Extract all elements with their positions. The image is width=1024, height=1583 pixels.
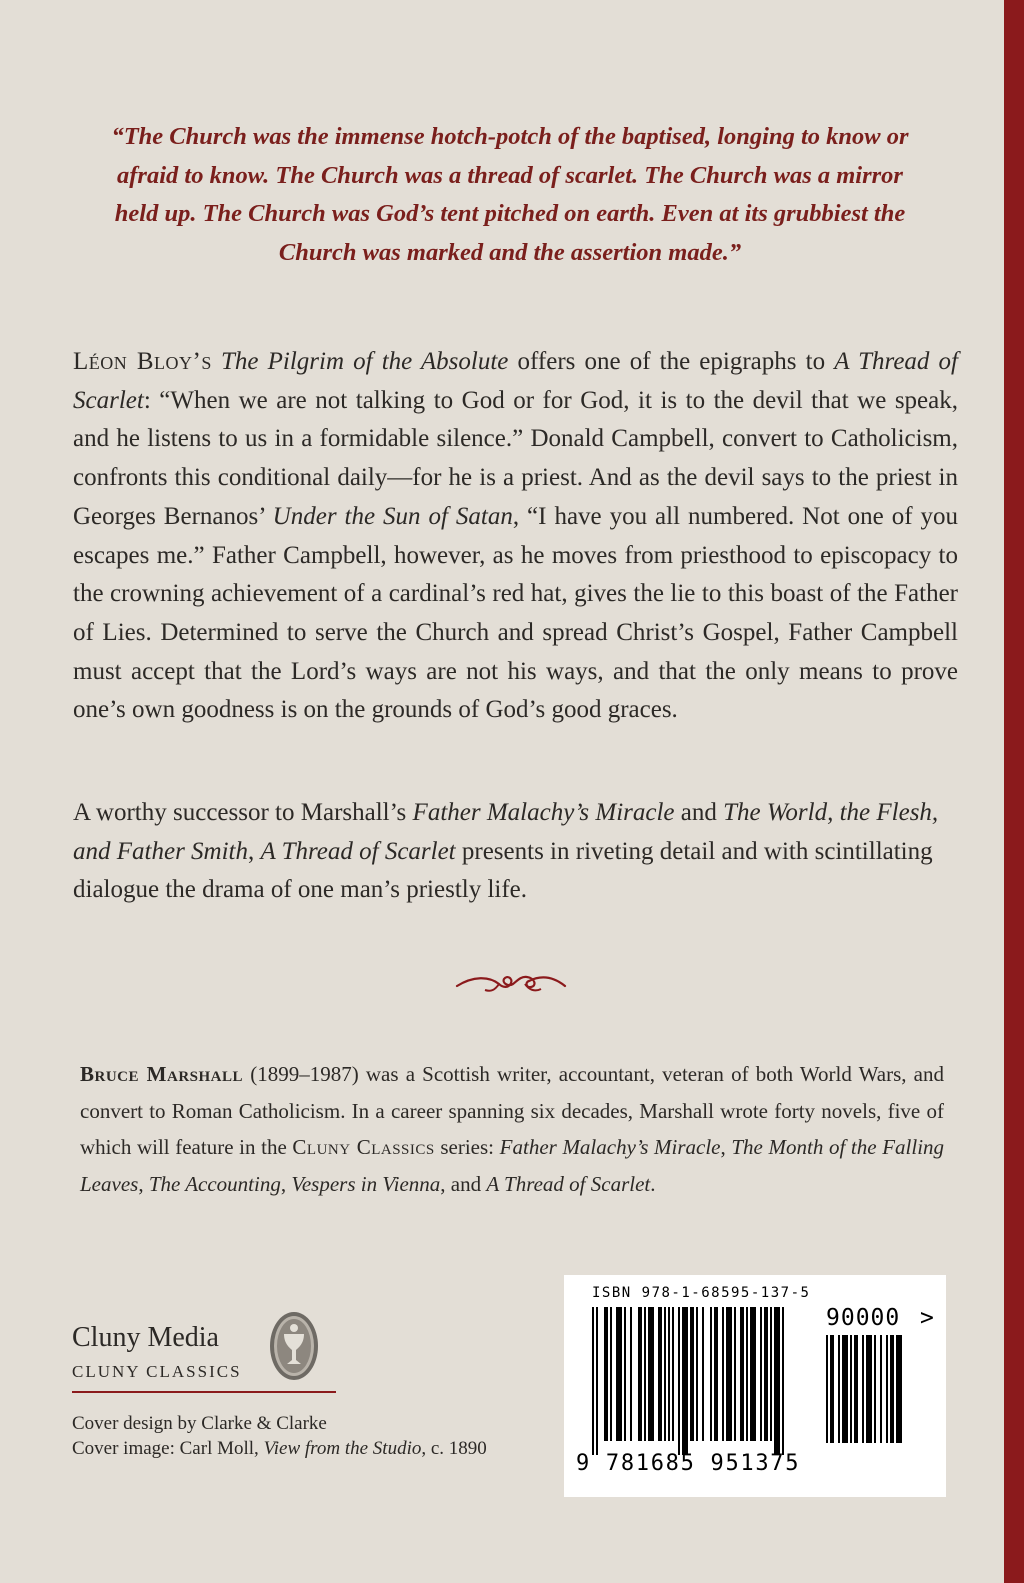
barcode-bar bbox=[842, 1335, 848, 1443]
barcode-bar bbox=[638, 1307, 642, 1441]
barcode-bar bbox=[890, 1335, 894, 1443]
barcode-bar bbox=[604, 1307, 608, 1441]
barcode-bar bbox=[714, 1307, 718, 1441]
artwork-title: View from the Studio bbox=[263, 1438, 422, 1459]
barcode-bar bbox=[854, 1335, 858, 1443]
barcode-bar bbox=[764, 1307, 768, 1441]
book-title: A Thread of Scarlet bbox=[73, 348, 958, 414]
barcode-bar bbox=[826, 1335, 828, 1443]
barcode-bar bbox=[838, 1335, 840, 1443]
barcode-bar bbox=[710, 1307, 712, 1441]
barcode-bar bbox=[750, 1307, 756, 1441]
book-title: The Pilgrim of the Absolute bbox=[221, 348, 509, 375]
text-run bbox=[212, 348, 221, 375]
text-run: offers one of the epigraphs to bbox=[508, 348, 835, 375]
barcode-bar bbox=[760, 1307, 762, 1441]
barcode-bar bbox=[668, 1307, 670, 1441]
text-run: and bbox=[674, 799, 724, 826]
text-run: : “When we are not talking to God or for God, it is to the devil that we speak, and he listens to us in a formidable silence.” Donald Campbell, convert to Catholicism, confronts this conditional daily—for he is a priest. And as the devil says to the priest in Georges Bernanos’ bbox=[73, 386, 958, 530]
author-name: Léon Bloy’s bbox=[73, 348, 212, 375]
text-run: , bbox=[138, 1171, 149, 1196]
ean13-bars bbox=[592, 1307, 798, 1455]
author-biography bbox=[80, 1056, 944, 1202]
barcode-bar bbox=[702, 1307, 704, 1441]
isbn-digits: 9 781685 951375 bbox=[576, 1451, 801, 1476]
barcode-bar bbox=[664, 1307, 666, 1441]
isbn-barcode bbox=[564, 1275, 946, 1497]
barcode-bar bbox=[850, 1335, 852, 1443]
text-run: Cover image: Carl Moll, bbox=[72, 1438, 264, 1459]
barcode-bar bbox=[830, 1335, 834, 1443]
description-paragraph-1 bbox=[73, 343, 958, 730]
text-run: , bbox=[280, 1171, 292, 1196]
barcode-bar bbox=[690, 1307, 694, 1441]
publisher-series: CLUNY CLASSICS bbox=[72, 1362, 242, 1381]
description-paragraph-2 bbox=[73, 794, 958, 910]
publisher-divider bbox=[72, 1391, 336, 1393]
barcode-bar bbox=[682, 1307, 688, 1455]
book-title: The World, the Flesh, and Father Smith bbox=[73, 799, 939, 865]
cover-design-credit: Cover design by Clarke & Clarke bbox=[72, 1413, 327, 1434]
addon-marker: > bbox=[920, 1305, 934, 1331]
book-title: Father Malachy’s Miracle bbox=[412, 799, 675, 826]
text-run: , and bbox=[440, 1171, 487, 1196]
barcode-bar bbox=[678, 1307, 680, 1455]
book-title: Vespers in Vienna bbox=[291, 1171, 441, 1196]
barcode-bar bbox=[734, 1307, 736, 1441]
book-title: The Month of the Falling Leaves bbox=[80, 1135, 945, 1196]
barcode-bar bbox=[696, 1307, 698, 1441]
chalice-seal-icon bbox=[268, 1310, 320, 1382]
text-run: , “I have you all numbered. Not one of you escapes me.” Father Campbell, however, as he moves from priesthood to episcopacy to the crowning achievement of a cardinal’s red hat, gives the lie to this boast of the Father of Lies. Determined to serve the Church and spread Christ’s Gospel, Father Campbell must accept that the Lord’s ways are not his ways, and that the only means to prove one’s own goodness is on the grounds of God’s good graces. bbox=[73, 502, 958, 724]
barcode-bar bbox=[896, 1335, 902, 1443]
barcode-bar bbox=[648, 1307, 654, 1441]
publisher-name: Cluny Media bbox=[72, 1322, 219, 1353]
barcode-bar bbox=[774, 1307, 780, 1455]
barcode-bar bbox=[722, 1307, 724, 1441]
barcode-bar bbox=[746, 1307, 748, 1441]
barcode-bar bbox=[630, 1307, 632, 1441]
spine-accent-bar bbox=[1004, 0, 1024, 1583]
barcode-bar bbox=[782, 1307, 784, 1455]
book-title: The Accounting bbox=[148, 1171, 281, 1196]
barcode-bar bbox=[770, 1307, 772, 1441]
text-run: series: bbox=[434, 1135, 495, 1159]
text-run: . bbox=[650, 1171, 656, 1196]
price-addon-code: 90000 bbox=[826, 1305, 901, 1331]
barcode-bar bbox=[616, 1307, 622, 1441]
cover-image-credit bbox=[72, 1437, 487, 1461]
book-title: A Thread of Scarlet bbox=[486, 1171, 651, 1196]
book-title: A Thread of Scarlet bbox=[260, 837, 456, 865]
barcode-bar bbox=[862, 1335, 864, 1443]
text-run: (1899–1987) was a Scottish writer, accountant, veteran of both World Wars, and convert to Roman Catholicism. In a career spanning six decades, Marshall wrote forty novels, five of which will feature in the bbox=[80, 1062, 944, 1159]
barcode-bar bbox=[880, 1335, 882, 1443]
barcode-bar bbox=[672, 1307, 674, 1441]
series-name: Cluny Classics bbox=[292, 1135, 435, 1159]
text-run: presents in riveting detail and with scintillating dialogue the drama of one man’s priestly life. bbox=[73, 837, 933, 904]
flourish-ornament-icon bbox=[455, 966, 567, 998]
text-run: , bbox=[248, 837, 261, 865]
text-run: A worthy successor to Marshall’s bbox=[73, 799, 413, 826]
book-title: Father Malachy’s Miracle bbox=[499, 1135, 721, 1159]
text-run: , c. 1890 bbox=[421, 1438, 487, 1459]
barcode-bar bbox=[740, 1307, 744, 1441]
text-run: , bbox=[720, 1135, 732, 1159]
barcode-bar bbox=[610, 1307, 612, 1441]
book-title: Under the Sun of Satan bbox=[272, 502, 513, 530]
addon-bars bbox=[826, 1335, 906, 1457]
barcode-bar bbox=[624, 1307, 626, 1441]
barcode-bar bbox=[658, 1307, 662, 1441]
barcode-bar bbox=[886, 1335, 888, 1443]
barcode-bar bbox=[596, 1307, 598, 1455]
isbn-label: ISBN 978-1-68595-137-5 bbox=[592, 1285, 811, 1301]
barcode-bar bbox=[866, 1335, 872, 1443]
barcode-bar bbox=[592, 1307, 594, 1455]
barcode-bar bbox=[874, 1335, 876, 1443]
author-name: Bruce Marshall bbox=[80, 1062, 244, 1086]
barcode-bar bbox=[726, 1307, 732, 1441]
epigraph-quote: “The Church was the immense hotch-potch of the baptised, longing to know or afraid to know. The Church was a thread of scarlet. The Church was a mirror held up. The Church was God’s tent pitched on earth. Even at its grubbiest the Church was marked and the assertion made.” bbox=[111, 123, 909, 266]
barcode-bar bbox=[644, 1307, 646, 1441]
